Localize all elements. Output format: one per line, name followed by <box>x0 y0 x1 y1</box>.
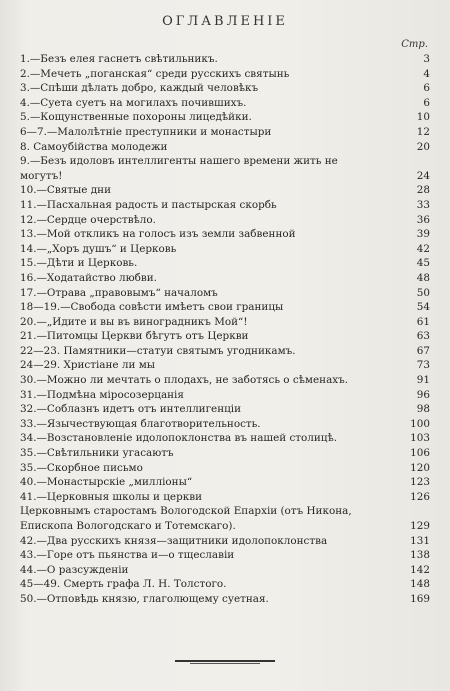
toc-entry <box>20 198 430 213</box>
toc-entry <box>20 67 430 82</box>
toc-entry <box>20 592 430 607</box>
toc-entry <box>20 563 430 578</box>
toc-entry-page: 50 <box>416 286 430 299</box>
toc-entry <box>20 315 430 330</box>
toc-entry-title: 8. Самоубійства молодежи <box>20 140 168 153</box>
toc-entry-title: 34.—Возстановленіе идолопоклонства въ нашей столицѣ. <box>20 432 338 445</box>
toc-entry-title: 42.—Два русскихъ князя—защитники идолопоклонства <box>20 534 328 547</box>
toc-entry-page: 91 <box>416 374 430 387</box>
toc-entry-title: 18—19.—Свобода совѣсти имѣетъ свои границы <box>20 301 284 314</box>
toc-entry-page: 54 <box>416 301 430 314</box>
toc-entry-page: 28 <box>416 184 430 197</box>
toc-entry-page: 106 <box>410 447 430 460</box>
toc-entry <box>20 125 430 140</box>
toc-entry-title: 21.—Питомцы Церкви бѣгутъ отъ Церкви <box>20 330 249 343</box>
toc-entry-title: 41.—Церковныя школы и церкви <box>20 490 202 503</box>
toc-entry-page: 6 <box>423 82 430 95</box>
toc-entry-title: 31.—Подмѣна міросозерцанія <box>20 388 184 401</box>
toc-entry-page: 103 <box>410 432 430 445</box>
toc-entry-title: 11.—Пасхальная радость и пастырская скорбь <box>20 198 277 211</box>
table-of-contents <box>20 52 430 607</box>
toc-entry-title: 50.—Отповѣдь князю, глаголющему суетная. <box>20 592 269 605</box>
toc-entry-page: 148 <box>410 578 430 591</box>
page-column-label: Стр. <box>401 39 428 50</box>
toc-entry-title: 35.—Свѣтильники угасаютъ <box>20 447 174 460</box>
toc-entry <box>20 213 430 228</box>
toc-entry-title: Церковнымъ старостамъ Вологодской Епархіи (отъ Никона, <box>20 505 352 518</box>
toc-entry-page: 6 <box>423 96 430 109</box>
toc-entry-title: могутъ! <box>20 169 63 182</box>
toc-entry-page: 67 <box>416 344 430 357</box>
toc-entry <box>20 52 430 67</box>
toc-entry-title: 45—49. Смерть графа Л. Н. Толстого. <box>20 578 227 591</box>
toc-entry <box>20 81 430 96</box>
toc-entry-title: 17.—Отрава „правовымъ“ началомъ <box>20 286 218 299</box>
toc-entry-page: 61 <box>416 315 430 328</box>
toc-entry <box>20 169 430 184</box>
toc-entry <box>20 183 430 198</box>
toc-entry-title: 35.—Скорбное письмо <box>20 461 143 474</box>
toc-entry <box>20 519 430 534</box>
toc-entry-page: 48 <box>416 271 430 284</box>
toc-entry <box>20 300 430 315</box>
toc-entry-page: 4 <box>423 67 430 80</box>
toc-entry <box>20 534 430 549</box>
toc-entry <box>20 490 430 505</box>
toc-entry-title: 20.—„Идите и вы въ виноградникъ Мой“! <box>20 315 248 328</box>
toc-entry-title: 2.—Мечеть „поганская“ среди русскихъ святынь <box>20 67 290 80</box>
toc-entry-title: 15.—Дѣти и Церковь. <box>20 257 138 270</box>
toc-entry-title: 13.—Мой откликъ на голосъ изъ земли забвенной <box>20 228 296 241</box>
toc-entry-page: 169 <box>410 592 430 605</box>
toc-entry <box>20 140 430 155</box>
toc-entry-title: 10.—Святые дни <box>20 184 111 197</box>
toc-entry-page: 129 <box>410 520 430 532</box>
toc-entry-title: 1.—Безъ елея гаснетъ свѣтильникъ. <box>20 53 218 65</box>
toc-entry <box>20 446 430 461</box>
toc-entry <box>20 271 430 286</box>
toc-entry <box>20 96 430 111</box>
toc-entry <box>20 504 430 519</box>
toc-entry-page: 36 <box>416 213 430 226</box>
toc-entry-page: 100 <box>410 417 430 430</box>
toc-entry-page: 33 <box>416 198 430 211</box>
toc-entry <box>20 286 430 301</box>
toc-entry-title: 12.—Сердце очерствѣло. <box>20 213 156 226</box>
toc-entry-page: 10 <box>416 111 430 124</box>
toc-entry-page: 39 <box>416 228 430 241</box>
closing-rule <box>175 660 275 662</box>
toc-entry-title: 44.—О разсужденіи <box>20 563 129 576</box>
toc-entry <box>20 577 430 592</box>
toc-entry-page: 126 <box>410 490 430 503</box>
toc-entry <box>20 461 430 476</box>
toc-entry-title: 32.—Соблазнъ идетъ отъ интеллигенціи <box>20 403 242 416</box>
toc-entry-title: 24—29. Христіане ли мы <box>20 359 156 372</box>
toc-entry-page: 3 <box>423 53 430 65</box>
toc-entry-title: 5.—Кощунственные похороны лицедѣйки. <box>20 111 252 124</box>
toc-entry <box>20 388 430 403</box>
toc-entry-title: 9.—Безъ идоловъ интеллигенты нашего времени жить не <box>20 155 338 168</box>
toc-entry <box>20 344 430 359</box>
toc-entry <box>20 431 430 446</box>
closing-rule-thin <box>190 663 260 664</box>
toc-entry <box>20 227 430 242</box>
toc-entry-page: 123 <box>410 476 430 489</box>
toc-entry <box>20 110 430 125</box>
toc-entry-page: 20 <box>416 140 430 153</box>
toc-entry <box>20 373 430 388</box>
toc-entry-title: 40.—Монастырскіе „милліоны“ <box>20 476 193 489</box>
toc-entry-title: 3.—Спѣши дѣлать добро, каждый человѣкъ <box>20 82 259 95</box>
toc-entry-page: 98 <box>416 403 430 416</box>
toc-entry-title: 16.—Ходатайство любви. <box>20 271 157 284</box>
toc-entry-title: 30.—Можно ли мечтать о плодахъ, не заботясь о сѣменахъ. <box>20 374 349 387</box>
toc-entry <box>20 329 430 344</box>
toc-entry-page: 96 <box>416 388 430 401</box>
page-title: ОГЛАВЛЕНІЕ <box>162 14 288 29</box>
toc-entry <box>20 475 430 490</box>
toc-entry-page: 45 <box>416 257 430 270</box>
toc-entry <box>20 256 430 271</box>
toc-entry-page: 131 <box>410 534 430 547</box>
toc-entry <box>20 242 430 257</box>
toc-entry-page: 120 <box>410 461 430 474</box>
toc-entry-page: 73 <box>416 359 430 372</box>
toc-entry-page: 42 <box>416 242 430 255</box>
toc-entry <box>20 154 430 169</box>
toc-entry-page: 138 <box>410 549 430 562</box>
toc-entry-page: 142 <box>410 563 430 576</box>
toc-entry-page: 24 <box>416 169 430 182</box>
toc-entry-title: Епископа Вологодскаго и Тотемскаго). <box>20 520 236 532</box>
toc-entry-page: 12 <box>416 125 430 138</box>
toc-entry <box>20 358 430 373</box>
toc-entry-title: 22—23. Памятники—статуи святымъ угодникамъ. <box>20 344 296 357</box>
toc-entry-title: 14.—„Хоръ душъ“ и Церковь <box>20 242 177 255</box>
toc-entry-title: 43.—Горе отъ пьянства и—о тщеславіи <box>20 549 235 562</box>
toc-entry-page: 63 <box>416 330 430 343</box>
toc-entry <box>20 548 430 563</box>
toc-entry <box>20 402 430 417</box>
toc-entry-title: 4.—Суета суетъ на могилахъ почившихъ. <box>20 96 247 109</box>
toc-entry <box>20 417 430 432</box>
toc-entry-title: 33.—Язычествующая благотворительность. <box>20 417 261 430</box>
toc-entry-title: 6—7.—Малолѣтніе преступники и монастыри <box>20 125 272 138</box>
